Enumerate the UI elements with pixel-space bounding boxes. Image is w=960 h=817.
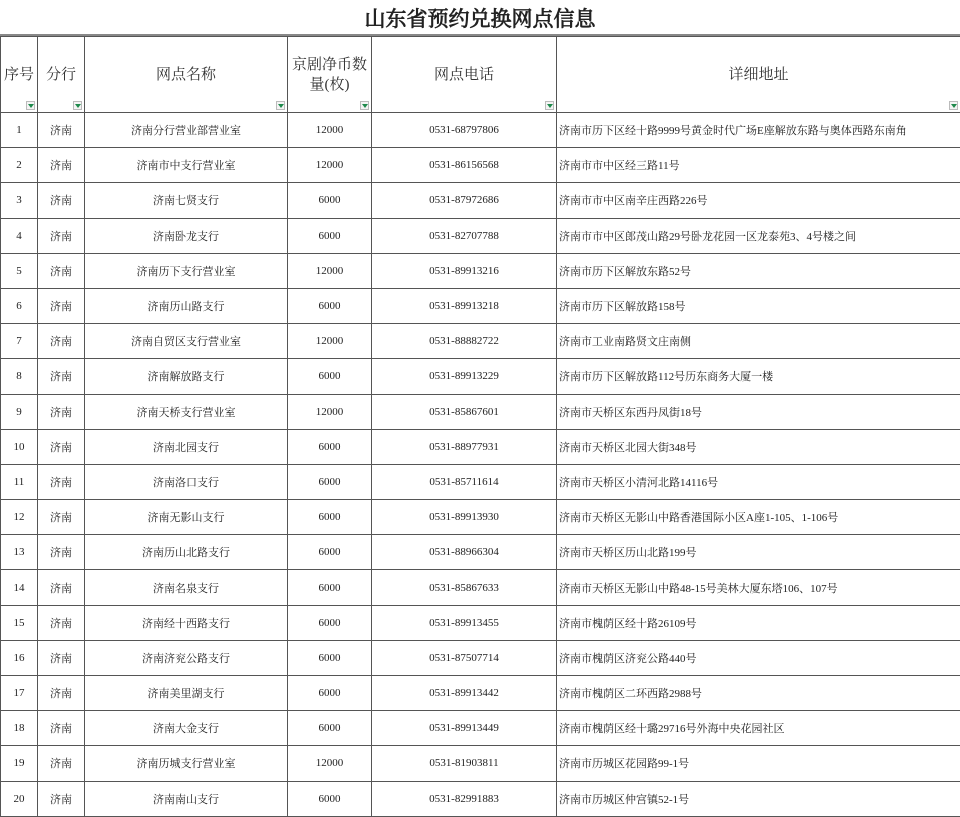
phone-cell[interactable]: 0531-89913455 (372, 605, 557, 640)
table-row (1, 535, 960, 570)
branch-cell[interactable]: 济南 (38, 781, 85, 816)
branch-cell[interactable]: 济南 (38, 605, 85, 640)
outlet-name-cell[interactable]: 济南七贤支行 (85, 183, 288, 218)
outlet-name-cell[interactable]: 济南历下支行营业室 (85, 253, 288, 288)
header-label: 序号 (4, 67, 34, 83)
outlet-name-cell[interactable]: 济南北园支行 (85, 429, 288, 464)
seq-cell[interactable]: 14 (1, 570, 38, 605)
table-row (1, 500, 960, 535)
table-row (1, 746, 960, 781)
outlet-name-cell[interactable]: 济南历山北路支行 (85, 535, 288, 570)
phone-cell[interactable]: 0531-89913449 (372, 711, 557, 746)
address-cell[interactable]: 济南市历城区花园路99-1号 (557, 746, 960, 781)
outlet-name-cell[interactable]: 济南南山支行 (85, 781, 288, 816)
quantity-cell[interactable]: 6000 (288, 605, 372, 640)
seq-cell[interactable]: 2 (1, 148, 38, 183)
address-cell[interactable]: 济南市历下区解放路112号历东商务大厦一楼 (557, 359, 960, 394)
filter-dropdown-icon[interactable] (360, 101, 369, 110)
table-row (1, 640, 960, 675)
outlet-name-cell[interactable]: 济南无影山支行 (85, 500, 288, 535)
address-cell[interactable]: 济南市市中区郎茂山路29号卧龙花园一区龙泰苑3、4号楼之间 (557, 218, 960, 253)
filter-dropdown-icon[interactable] (545, 101, 554, 110)
phone-cell[interactable]: 0531-88977931 (372, 429, 557, 464)
quantity-cell[interactable]: 6000 (288, 429, 372, 464)
phone-cell[interactable]: 0531-81903811 (372, 746, 557, 781)
address-cell[interactable]: 济南市历下区解放路158号 (557, 288, 960, 323)
seq-cell[interactable]: 4 (1, 218, 38, 253)
header-address (557, 37, 960, 113)
table-row (1, 429, 960, 464)
phone-cell[interactable]: 0531-82707788 (372, 218, 557, 253)
outlet-name-cell[interactable]: 济南分行营业部营业室 (85, 113, 288, 148)
phone-cell[interactable]: 0531-85711614 (372, 464, 557, 499)
filter-dropdown-icon[interactable] (949, 101, 958, 110)
branch-cell[interactable]: 济南 (38, 288, 85, 323)
outlet-name-cell[interactable]: 济南美里湖支行 (85, 676, 288, 711)
address-cell[interactable]: 济南市天桥区东西丹凤街18号 (557, 394, 960, 429)
seq-cell[interactable]: 3 (1, 183, 38, 218)
seq-cell[interactable]: 9 (1, 394, 38, 429)
table-row (1, 324, 960, 359)
address-cell[interactable]: 济南市天桥区小清河北路14116号 (557, 464, 960, 499)
quantity-cell[interactable]: 6000 (288, 359, 372, 394)
phone-cell[interactable]: 0531-89913442 (372, 676, 557, 711)
branch-cell[interactable]: 济南 (38, 218, 85, 253)
address-cell[interactable]: 济南市天桥区无影山中路48-15号美林大厦东塔106、107号 (557, 570, 960, 605)
sheet-title: 山东省预约兑换网点信息 (0, 0, 960, 36)
header-label: 京剧净币数量(枚) (292, 57, 367, 93)
filter-dropdown-icon[interactable] (276, 101, 285, 110)
outlet-name-cell[interactable]: 济南名泉支行 (85, 570, 288, 605)
address-cell[interactable]: 济南市天桥区历山北路199号 (557, 535, 960, 570)
branch-cell[interactable]: 济南 (38, 500, 85, 535)
table-row (1, 288, 960, 323)
branch-cell[interactable]: 济南 (38, 746, 85, 781)
branch-cell[interactable]: 济南 (38, 711, 85, 746)
phone-cell[interactable]: 0531-68797806 (372, 113, 557, 148)
phone-cell[interactable]: 0531-88882722 (372, 324, 557, 359)
table-row (1, 570, 960, 605)
phone-cell[interactable]: 0531-89913229 (372, 359, 557, 394)
quantity-cell[interactable]: 6000 (288, 676, 372, 711)
phone-cell[interactable]: 0531-89913216 (372, 253, 557, 288)
branch-cell[interactable]: 济南 (38, 148, 85, 183)
phone-cell[interactable]: 0531-85867601 (372, 394, 557, 429)
table-row (1, 605, 960, 640)
address-cell[interactable]: 济南市历下区解放东路52号 (557, 253, 960, 288)
quantity-cell[interactable]: 6000 (288, 183, 372, 218)
header-label: 分行 (46, 67, 76, 83)
quantity-cell[interactable]: 6000 (288, 288, 372, 323)
outlet-name-cell[interactable]: 济南洛口支行 (85, 464, 288, 499)
branch-cell[interactable]: 济南 (38, 429, 85, 464)
quantity-cell[interactable]: 6000 (288, 500, 372, 535)
phone-cell[interactable]: 0531-82991883 (372, 781, 557, 816)
header-quantity (288, 37, 372, 113)
table-row (1, 218, 960, 253)
branch-cell[interactable]: 济南 (38, 640, 85, 675)
outlet-name-cell[interactable]: 济南卧龙支行 (85, 218, 288, 253)
seq-cell[interactable]: 6 (1, 288, 38, 323)
seq-cell[interactable]: 15 (1, 605, 38, 640)
filter-dropdown-icon[interactable] (73, 101, 82, 110)
quantity-cell[interactable]: 12000 (288, 113, 372, 148)
table-row (1, 148, 960, 183)
phone-cell[interactable]: 0531-87507714 (372, 640, 557, 675)
header-phone (372, 37, 557, 113)
phone-cell[interactable]: 0531-86156568 (372, 148, 557, 183)
outlet-name-cell[interactable]: 济南济兖公路支行 (85, 640, 288, 675)
address-cell[interactable]: 济南市槐荫区二环西路2988号 (557, 676, 960, 711)
seq-cell[interactable]: 20 (1, 781, 38, 816)
header-label: 详细地址 (728, 67, 788, 83)
quantity-cell[interactable]: 6000 (288, 781, 372, 816)
phone-cell[interactable]: 0531-85867633 (372, 570, 557, 605)
table-row (1, 676, 960, 711)
address-cell[interactable]: 济南市市中区南辛庄西路226号 (557, 183, 960, 218)
branch-table (0, 36, 960, 817)
header-row (1, 37, 960, 113)
header-outlet-name (85, 37, 288, 113)
phone-cell[interactable]: 0531-89913930 (372, 500, 557, 535)
seq-cell[interactable]: 13 (1, 535, 38, 570)
seq-cell[interactable]: 12 (1, 500, 38, 535)
quantity-cell[interactable]: 12000 (288, 746, 372, 781)
quantity-cell[interactable]: 6000 (288, 711, 372, 746)
address-cell[interactable]: 济南市槐荫区济兖公路440号 (557, 640, 960, 675)
address-cell[interactable]: 济南市市中区经三路11号 (557, 148, 960, 183)
table-row (1, 781, 960, 816)
seq-cell[interactable]: 16 (1, 640, 38, 675)
seq-cell[interactable]: 8 (1, 359, 38, 394)
table-row (1, 113, 960, 148)
outlet-name-cell[interactable]: 济南历城支行营业室 (85, 746, 288, 781)
address-cell[interactable]: 济南市历下区经十路9999号黄金时代广场E座解放东路与奥体西路东南角 (557, 113, 960, 148)
branch-cell[interactable]: 济南 (38, 570, 85, 605)
branch-cell[interactable]: 济南 (38, 113, 85, 148)
table-row (1, 464, 960, 499)
outlet-name-cell[interactable]: 济南大金支行 (85, 711, 288, 746)
seq-cell[interactable]: 7 (1, 324, 38, 359)
outlet-name-cell[interactable]: 济南自贸区支行营业室 (85, 324, 288, 359)
table-row (1, 253, 960, 288)
quantity-cell[interactable]: 12000 (288, 253, 372, 288)
header-label: 网点名称 (156, 67, 216, 83)
outlet-name-cell[interactable]: 济南经十西路支行 (85, 605, 288, 640)
quantity-cell[interactable]: 6000 (288, 640, 372, 675)
header-seq (1, 37, 38, 113)
address-cell[interactable]: 济南市历城区仲宫镇52-1号 (557, 781, 960, 816)
address-cell[interactable]: 济南市工业南路贤文庄南侧 (557, 324, 960, 359)
quantity-cell[interactable]: 6000 (288, 218, 372, 253)
outlet-name-cell[interactable]: 济南历山路支行 (85, 288, 288, 323)
table-row (1, 359, 960, 394)
filter-dropdown-icon[interactable] (26, 101, 35, 110)
address-cell[interactable]: 济南市天桥区北园大街348号 (557, 429, 960, 464)
address-cell[interactable]: 济南市槐荫区经十路26109号 (557, 605, 960, 640)
branch-cell[interactable]: 济南 (38, 394, 85, 429)
table-row (1, 394, 960, 429)
phone-cell[interactable]: 0531-89913218 (372, 288, 557, 323)
seq-cell[interactable]: 18 (1, 711, 38, 746)
quantity-cell[interactable]: 6000 (288, 535, 372, 570)
outlet-name-cell[interactable]: 济南市中支行营业室 (85, 148, 288, 183)
branch-cell[interactable]: 济南 (38, 464, 85, 499)
seq-cell[interactable]: 1 (1, 113, 38, 148)
quantity-cell[interactable]: 12000 (288, 148, 372, 183)
seq-cell[interactable]: 10 (1, 429, 38, 464)
branch-cell[interactable]: 济南 (38, 676, 85, 711)
header-label: 网点电话 (434, 67, 494, 83)
seq-cell[interactable]: 11 (1, 464, 38, 499)
phone-cell[interactable]: 0531-88966304 (372, 535, 557, 570)
table-row (1, 711, 960, 746)
address-cell[interactable]: 济南市槐荫区经十璐29716号外海中央花园社区 (557, 711, 960, 746)
seq-cell[interactable]: 17 (1, 676, 38, 711)
quantity-cell[interactable]: 12000 (288, 394, 372, 429)
seq-cell[interactable]: 5 (1, 253, 38, 288)
header-branch (38, 37, 85, 113)
branch-cell[interactable]: 济南 (38, 324, 85, 359)
branch-cell[interactable]: 济南 (38, 535, 85, 570)
seq-cell[interactable]: 19 (1, 746, 38, 781)
quantity-cell[interactable]: 6000 (288, 570, 372, 605)
quantity-cell[interactable]: 12000 (288, 324, 372, 359)
outlet-name-cell[interactable]: 济南天桥支行营业室 (85, 394, 288, 429)
phone-cell[interactable]: 0531-87972686 (372, 183, 557, 218)
outlet-name-cell[interactable]: 济南解放路支行 (85, 359, 288, 394)
quantity-cell[interactable]: 6000 (288, 464, 372, 499)
address-cell[interactable]: 济南市天桥区无影山中路香港国际小区A座1-105、1-106号 (557, 500, 960, 535)
branch-cell[interactable]: 济南 (38, 183, 85, 218)
branch-cell[interactable]: 济南 (38, 253, 85, 288)
table-row (1, 183, 960, 218)
branch-cell[interactable]: 济南 (38, 359, 85, 394)
